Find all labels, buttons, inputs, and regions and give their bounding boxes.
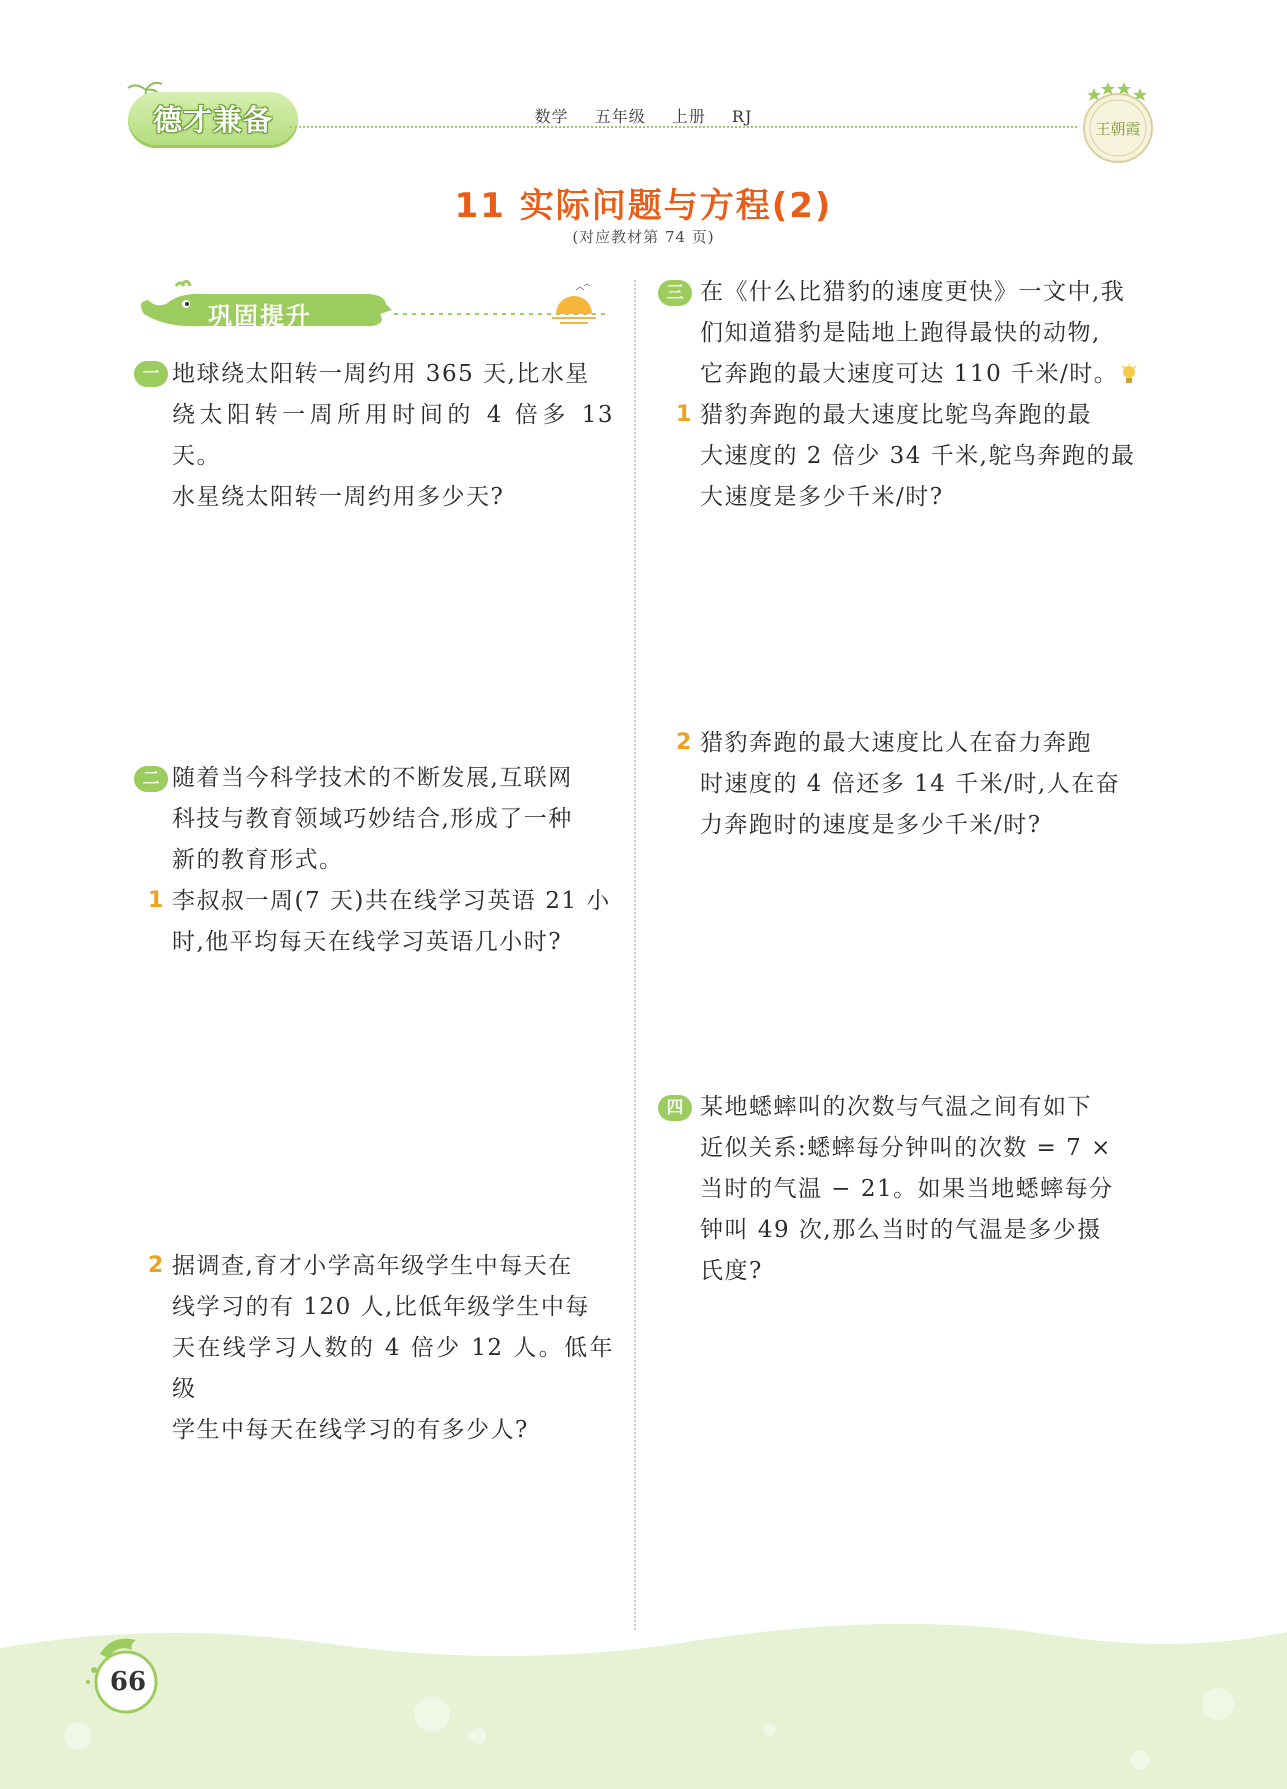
text-line: 近似关系:蟋蟀每分钟叫的次数 = 7 × — [700, 1135, 1112, 1161]
text-line: 时速度的 4 倍还多 14 千米/时,人在奋 — [700, 771, 1121, 797]
subproblem-2-2-text — [172, 1246, 614, 1451]
text-line: 据调查,育才小学高年级学生中每天在 — [172, 1253, 573, 1279]
section-title: 巩固提升 — [208, 302, 312, 330]
column-divider — [634, 280, 636, 1630]
text-line — [700, 354, 1142, 395]
text-line: 力奔跑时的速度是多少千米/时? — [700, 812, 1042, 838]
problem-4-text — [700, 1087, 1142, 1292]
grade-label: 五年级 — [594, 107, 646, 126]
text-line: 地球绕太阳转一周约用 365 天,比水星 — [172, 361, 590, 387]
subproblem-3-2-number: 2 — [676, 730, 692, 755]
text-line: 时,他平均每天在线学习英语几小时? — [172, 929, 563, 955]
problem-3-tag: 三 — [658, 280, 692, 306]
volume-label: 上册 — [671, 107, 706, 126]
text-line: 天在线学习人数的 4 倍少 12 人。低年级 — [172, 1335, 614, 1402]
author-seal-logo — [1074, 78, 1162, 166]
text-line: 学生中每天在线学习的有多少人? — [172, 1417, 529, 1443]
subproblem-2-1-text — [172, 881, 614, 963]
text-line: 绕太阳转一周所用时间的 4 倍多 13 天。 — [172, 402, 614, 469]
text-line: 在《什么比猎豹的速度更快》一文中,我 — [700, 279, 1126, 305]
subproblem-3-1-text — [700, 395, 1142, 518]
text-line: 水星绕太阳转一周约用多少天? — [172, 484, 505, 510]
subproblem-2-1-number: 1 — [148, 888, 164, 913]
problem-4-tag: 四 — [658, 1095, 692, 1121]
text-line: 科技与教育领域巧妙结合,形成了一种 — [172, 806, 573, 832]
edition-label: RJ — [731, 107, 753, 126]
problem-3-intro — [700, 272, 1142, 395]
footer-wave-decoration — [0, 1610, 1287, 1789]
problem-1-tag: 一 — [134, 361, 168, 387]
subproblem-2-2-number: 2 — [148, 1253, 164, 1278]
subproblem-3-1-number: 1 — [676, 402, 692, 427]
text-line: 大速度是多少千米/时? — [700, 484, 944, 510]
text-line: 随着当今科学技术的不断发展,互联网 — [172, 765, 573, 791]
text-line-content: 它奔跑的最大速度可达 110 千米/时。 — [700, 361, 1119, 387]
text-line: 猎豹奔跑的最大速度比鸵鸟奔跑的最 — [700, 402, 1092, 428]
text-line: 某地蟋蟀叫的次数与气温之间有如下 — [700, 1094, 1092, 1120]
text-line: 新的教育形式。 — [172, 847, 344, 873]
text-line: 李叔叔一周(7 天)共在线学习英语 21 小 — [172, 888, 611, 914]
problem-2-intro — [172, 758, 614, 881]
problem-2-tag: 二 — [134, 766, 168, 792]
text-line: 当时的气温 − 21。如果当地蟋蟀每分 — [700, 1176, 1114, 1202]
subject-label: 数学 — [534, 107, 569, 126]
page-number: 66 — [109, 1667, 147, 1697]
text-line: 线学习的有 120 人,比低年级学生中每 — [172, 1294, 590, 1320]
lesson-title: 11 实际问题与方程(2) — [454, 186, 833, 226]
text-line: 大速度的 2 倍少 34 千米,鸵鸟奔跑的最 — [700, 443, 1136, 469]
problem-1-text — [172, 354, 614, 518]
textbook-reference: (对应教材第 74 页) — [572, 228, 715, 246]
lightbulb-icon — [1120, 364, 1138, 386]
subproblem-3-2-text — [700, 723, 1142, 846]
text-line: 猎豹奔跑的最大速度比人在奋力奔跑 — [700, 730, 1092, 756]
seal-text: 王朝霞 — [1095, 120, 1141, 138]
text-line: 钟叫 49 次,那么当时的气温是多少摄 — [700, 1217, 1102, 1243]
brand-title: 德才兼备 — [152, 103, 273, 137]
text-line: 们知道猎豹是陆地上跑得最快的动物, — [700, 320, 1101, 346]
text-line: 氏度? — [700, 1258, 763, 1284]
